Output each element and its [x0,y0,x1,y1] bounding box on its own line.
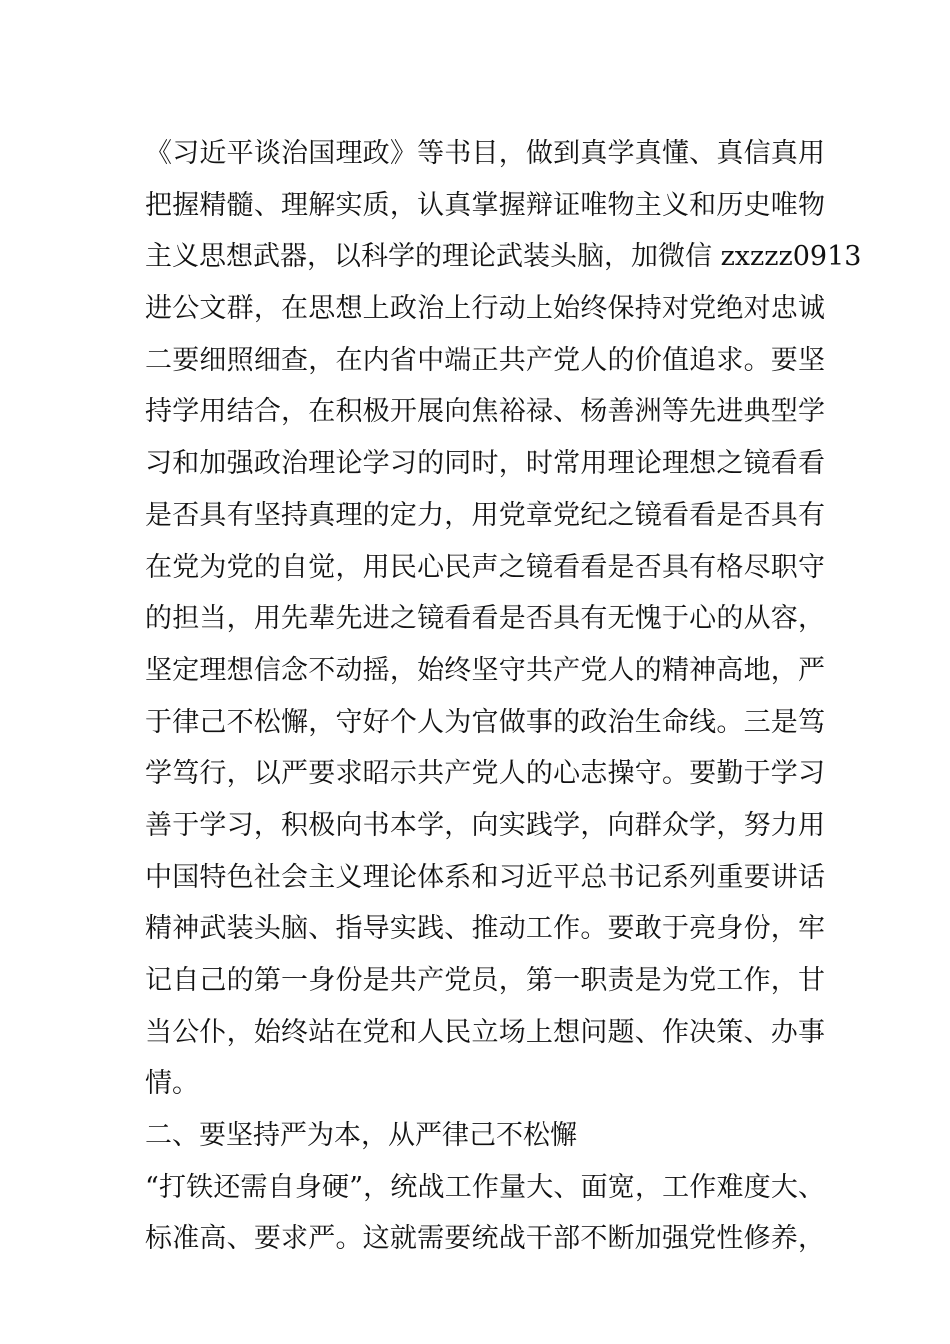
text-line: “打铁还需自身硬”，统战工作量大、面宽，工作难度大、 [145,1171,825,1203]
text-line: 标准高、要求严。这就需要统战干部不断加强党性修养， [145,1223,825,1255]
text-line: 在党为党的自觉，用民心民声之镜看看是否具有格尽职守 [145,551,825,583]
text-line: 的担当，用先辈先进之镜看看是否具有无愧于心的从容， [145,603,825,635]
text-line: 善于学习，积极向书本学，向实践学，向群众学，努力用 [145,809,825,841]
text-line: 把握精髓、理解实质，认真掌握辩证唯物主义和历史唯物 [145,189,825,221]
text-line: 记自己的第一身份是共产党员，第一职责是为党工作，甘 [145,965,825,996]
text-line: 持学用结合，在积极开展向焦裕禄、杨善洲等先进典型学 [145,396,825,428]
text-line: 是否具有坚持真理的定力，用党章党纪之镜看看是否具有 [145,499,825,531]
section-heading: 二、要坚持严为本，从严律己不松懈 [145,1120,577,1152]
text-line: 中国特色社会主义理论体系和习近平总书记系列重要讲话 [145,861,825,893]
text-line: 学笃行，以严要求昭示共产党人的心志操守。要勤于学习 [145,758,825,790]
text-line: 情。 [145,1068,199,1100]
text-line: 当公仆，始终站在党和人民立场上想问题、作决策、办事 [145,1016,825,1048]
body-text [145,128,862,1265]
text-line: 坚定理想信念不动摇，始终坚守共产党人的精神高地，严 [145,654,825,686]
text-line: 《习近平谈治国理政》等书目，做到真学真懂、真信真用 [145,138,825,169]
text-line: 精神武装头脑、指导实践、推动工作。要敢于亮身份，牢 [145,913,825,945]
text-line: 二要细照细查，在内省中端正共产党人的价值追求。要坚 [145,344,825,376]
text-line: 进公文群，在思想上政治上行动上始终保持对党绝对忠诚 [145,293,825,325]
text-line: 主义思想武器，以科学的理论武装头脑，加微信 zxzzz0913 [145,241,862,273]
text-line: 于律己不松懈，守好个人为官做事的政治生命线。三是笃 [145,706,825,738]
text-line: 习和加强政治理论学习的同时，时常用理论理想之镜看看 [145,448,825,480]
